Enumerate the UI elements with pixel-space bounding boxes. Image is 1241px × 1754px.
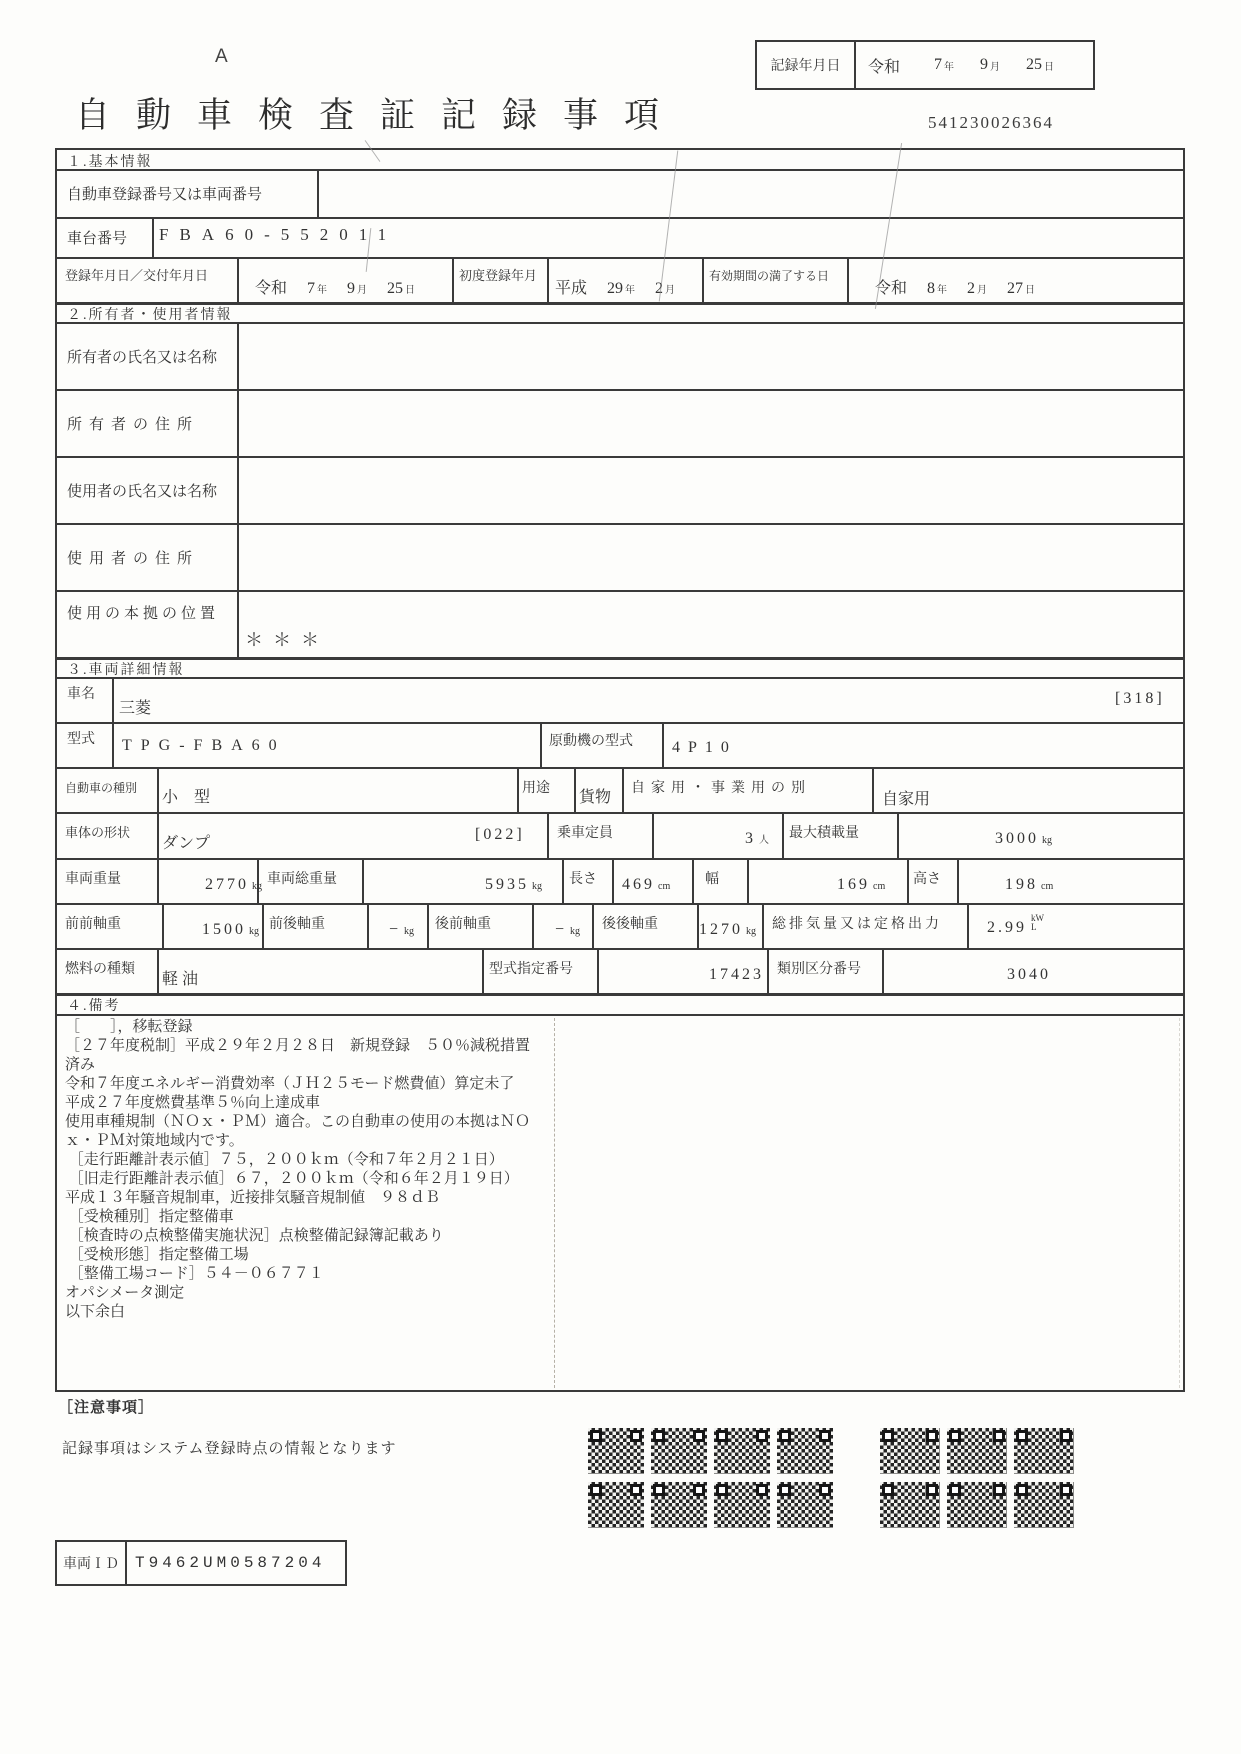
remarks-line: ［２７年度税制］平成２９年２月２８日 新規登録 ５０％減税措置 [65, 1038, 531, 1054]
body-shape-label: 車体の形状 [65, 825, 131, 840]
remarks-line: ［検査時の点検整備実施状況］点検整備記録簿記載あり [65, 1228, 444, 1244]
rear-rear-axle-number: 1270 [699, 921, 743, 938]
month-unit: 月 [357, 285, 368, 296]
expiry-date-month: 2 [967, 280, 976, 297]
day-unit: 日 [405, 285, 416, 296]
displacement-value [987, 913, 1044, 937]
gross-weight-value [485, 876, 542, 894]
rear-rear-axle-value [699, 921, 756, 939]
kg-unit: kg [404, 926, 415, 937]
qr-code [947, 1428, 1007, 1474]
fuel-type-value: 軽油 [162, 971, 203, 988]
registration-number-label: 自動車登録番号又は車両番号 [67, 187, 263, 203]
remarks-line: ［旧走行距離計表示値］６７，２００ｋｍ（令和６年２月１９日） [65, 1171, 519, 1187]
max-payload-label: 最大積載量 [789, 826, 859, 841]
width-label: 幅 [705, 872, 719, 887]
remarks-line: ［ ］，移転登録 [65, 1019, 193, 1035]
qr-code [947, 1482, 1007, 1528]
length-value [622, 876, 670, 894]
kg-unit: kg [532, 881, 542, 892]
length-number: 469 [622, 876, 655, 893]
qr-code [714, 1482, 770, 1528]
type-approval-value: 17423 [709, 966, 764, 983]
kg-unit: kg [249, 926, 259, 937]
kg-unit: kg [746, 926, 756, 937]
expiry-date-year: 8 [927, 280, 936, 297]
max-payload-value [995, 830, 1052, 848]
section1-heading: １.基本情報 [67, 155, 153, 170]
record-date-day: 25 [1026, 56, 1043, 73]
month-unit: 月 [665, 285, 676, 296]
record-date-era: 令和 [868, 58, 901, 76]
registration-date-month: 9 [347, 280, 356, 297]
expiry-date-label: 有効期間の満了する日 [709, 269, 830, 283]
user-name-label: 使用者の氏名又は名称 [67, 484, 218, 500]
use-value: 貨物 [579, 789, 612, 806]
qr-code [588, 1482, 644, 1528]
remarks-line: 以下余白 [65, 1304, 126, 1320]
month-unit: 月 [990, 61, 1001, 73]
height-label: 高さ [913, 872, 941, 887]
fuel-type-label: 燃料の種類 [65, 962, 135, 977]
class-number-value: 3040 [1007, 966, 1051, 983]
body-shape-code: [022] [475, 826, 525, 843]
fold-mark-line [1179, 1018, 1180, 1388]
kg-unit: kg [570, 926, 581, 937]
remarks-line: 令和７年度エネルギー消費効率（ＪＨ２５モード燃費値）算定未了 [65, 1076, 515, 1092]
qr-code [880, 1428, 940, 1474]
qr-code [880, 1482, 940, 1528]
corner-mark: A [215, 46, 228, 67]
record-date-label: 記録年月日 [757, 42, 856, 88]
section4-heading: ４.備考 [67, 999, 121, 1014]
qr-code [1014, 1428, 1074, 1474]
cm-unit: cm [873, 881, 886, 892]
expiry-date-day: 27 [1007, 280, 1024, 297]
engine-model-value: 4P10 [672, 739, 737, 756]
body-shape-value: ダンプ [162, 835, 211, 852]
record-date-box [755, 40, 1095, 90]
qr-code [777, 1428, 833, 1474]
remarks-line: ［整備工場コード］５４－０６７７１ [65, 1266, 324, 1282]
width-value [837, 876, 885, 894]
record-date-value [856, 42, 1093, 88]
registration-date-day: 25 [387, 280, 404, 297]
liter-unit: L [1031, 922, 1037, 932]
qr-code-block-left [588, 1428, 833, 1528]
vehicle-weight-label: 車両重量 [65, 872, 121, 887]
qr-code [714, 1428, 770, 1474]
expiry-date-value [875, 275, 1035, 298]
section2-heading: ２.所有者・使用者情報 [67, 308, 233, 323]
page-title: 自動車検査証記録事項 [75, 96, 686, 135]
base-location-value: ＊＊＊ [245, 630, 329, 650]
vehicle-weight-value [205, 876, 262, 894]
front-rear-axle-number: − [389, 921, 402, 938]
vehicle-name-code: [318] [1115, 690, 1165, 707]
remarks-line: ｘ・ＰＭ対策地域内です。 [65, 1133, 244, 1149]
remarks-line: ［走行距離計表示値］７５，２００ｋｍ（令和７年２月２１日） [65, 1152, 504, 1168]
day-unit: 日 [1025, 285, 1036, 296]
fold-mark-line [554, 1018, 555, 1388]
use-label: 用途 [522, 781, 550, 796]
record-date-year: 7 [934, 56, 943, 73]
notice-heading: ［注意事項］ [58, 1400, 155, 1416]
person-unit: 人 [759, 835, 769, 846]
seating-capacity-value [745, 830, 769, 848]
year-unit: 年 [317, 285, 328, 296]
remarks-line: オパシメータ測定 [65, 1285, 185, 1301]
first-registration-era: 平成 [555, 280, 588, 297]
displacement-number: 2.99 [987, 919, 1027, 936]
kg-unit: kg [1042, 835, 1052, 846]
registration-date-label: 登録年月日／交付年月日 [65, 268, 209, 283]
year-unit: 年 [944, 61, 955, 73]
seating-capacity-number: 3 [745, 830, 756, 847]
remarks-line: 使用車種規制（ＮＯｘ・ＰＭ）適合。この自動車の使用の本拠はＮＯ [65, 1114, 531, 1130]
max-payload-number: 3000 [995, 830, 1039, 847]
vehicle-id-label: 車両ＩＤ [57, 1542, 127, 1584]
qr-code-block-right [880, 1428, 1074, 1528]
vehicle-name-value: 三菱 [119, 700, 152, 717]
height-value [1005, 876, 1053, 894]
first-registration-year: 29 [607, 280, 624, 297]
class-number-label: 類別区分番号 [777, 962, 861, 977]
record-date-month: 9 [980, 56, 989, 73]
month-unit: 月 [977, 285, 988, 296]
remarks-line: ［受検種別］指定整備車 [65, 1209, 234, 1225]
section3-heading: ３.車両詳細情報 [67, 663, 185, 678]
owner-name-label: 所有者の氏名又は名称 [67, 350, 218, 366]
kg-unit: kg [252, 881, 262, 892]
length-label: 長さ [569, 872, 597, 887]
first-registration-month: 2 [655, 280, 664, 297]
first-registration-value [555, 275, 675, 298]
front-rear-axle-value [389, 921, 414, 939]
remarks-line: 済み [65, 1057, 96, 1073]
remarks-line: 平成１３年騒音規制車，近接排気騒音規制値 ９８ｄＢ [65, 1190, 441, 1206]
rear-front-axle-label: 後前軸重 [435, 917, 491, 932]
registration-date-value [255, 275, 415, 298]
owner-address-label: 所有者の住所 [67, 417, 200, 433]
vehicle-kind-label: 自動車の種別 [65, 781, 138, 795]
type-approval-label: 型式指定番号 [489, 962, 573, 977]
gross-weight-number: 5935 [485, 876, 529, 893]
cm-unit: cm [1041, 881, 1054, 892]
vehicle-name-label: 車名 [67, 687, 95, 702]
year-unit: 年 [937, 285, 948, 296]
vehicle-id-box [55, 1540, 347, 1586]
remarks-text [65, 1018, 1175, 1322]
engine-model-label: 原動機の型式 [549, 734, 633, 749]
front-front-axle-value [202, 921, 259, 939]
chassis-number-label: 車台番号 [67, 231, 128, 247]
chassis-number-value: FBA60-552011 [159, 225, 398, 244]
private-business-value: 自家用 [882, 791, 931, 808]
height-number: 198 [1005, 876, 1038, 893]
qr-code [651, 1482, 707, 1528]
private-business-label: 自家用・事業用の別 [631, 781, 811, 796]
rear-front-axle-value [555, 921, 580, 939]
displacement-label: 総排気量又は定格出力 [772, 917, 942, 932]
front-front-axle-label: 前前軸重 [65, 917, 121, 932]
model-label: 型式 [67, 732, 95, 747]
gross-weight-label: 車両総重量 [267, 872, 337, 887]
remarks-line: 平成２７年度燃費基準５％向上達成車 [65, 1095, 321, 1111]
registration-date-era: 令和 [255, 280, 288, 297]
qr-code [777, 1482, 833, 1528]
model-value: TPG-FBA60 [122, 737, 286, 754]
rear-rear-axle-label: 後後軸重 [602, 917, 658, 932]
notice-body: 記録事項はシステム登録時点の情報となります [62, 1441, 397, 1457]
day-unit: 日 [1044, 61, 1055, 73]
remarks-line: ［受検形態］指定整備工場 [65, 1247, 249, 1263]
record-table [55, 148, 1185, 1392]
vehicle-id-value: T9462UM0587204 [135, 1554, 326, 1572]
first-registration-label: 初度登録年月 [459, 268, 538, 283]
qr-code [651, 1428, 707, 1474]
year-unit: 年 [625, 285, 636, 296]
vehicle-weight-number: 2770 [205, 876, 249, 893]
kw-liter-unit [1031, 914, 1044, 932]
vehicle-kind-value: 小 型 [162, 789, 211, 806]
user-address-label: 使用者の住所 [67, 551, 200, 567]
base-location-label: 使用の本拠の位置 [67, 606, 220, 622]
front-rear-axle-label: 前後軸重 [269, 917, 325, 932]
document-number: 541230026364 [928, 113, 1054, 132]
expiry-date-era: 令和 [875, 280, 908, 297]
rear-front-axle-number: − [555, 921, 568, 938]
registration-date-year: 7 [307, 280, 316, 297]
front-front-axle-number: 1500 [202, 921, 246, 938]
qr-code [1014, 1482, 1074, 1528]
qr-code [588, 1428, 644, 1474]
kw-unit: kW [1031, 913, 1044, 923]
seating-capacity-label: 乗車定員 [557, 826, 613, 841]
cm-unit: cm [658, 881, 671, 892]
width-number: 169 [837, 876, 870, 893]
